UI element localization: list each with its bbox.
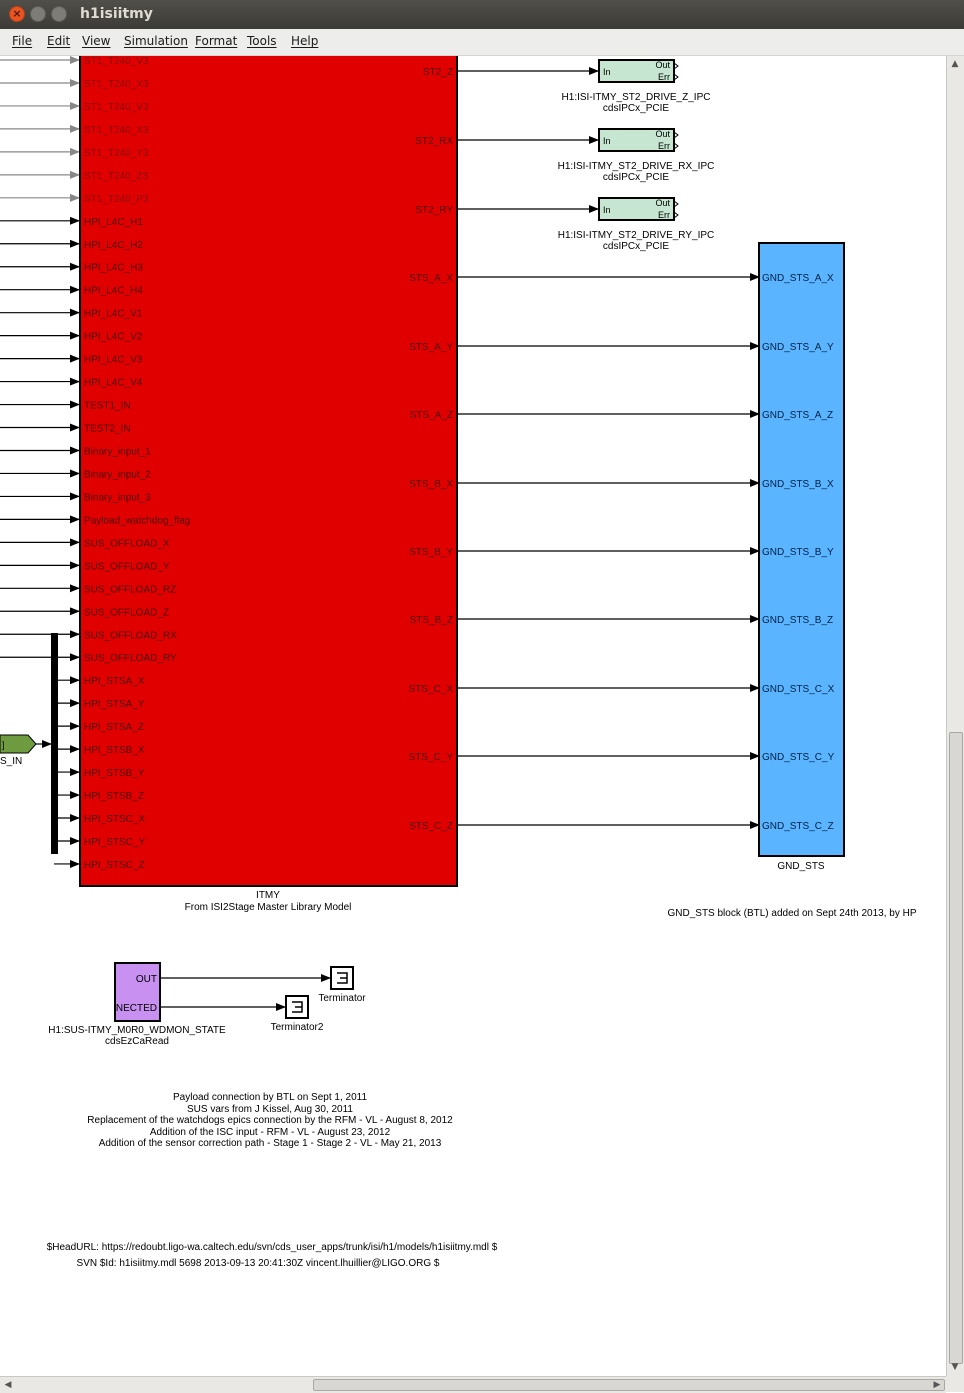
- itmy-input-port-label: HPI_STSC_Z: [84, 859, 145, 871]
- itmy-input-port-label: Binary_input_3: [84, 492, 151, 504]
- itmy-block-subtitle: From ISI2Stage Master Library Model: [184, 902, 352, 913]
- ipc-block-type: cdsIPCx_PCIE: [602, 103, 670, 114]
- ipc-block-name: H1:ISI-ITMY_ST2_DRIVE_RY_IPC: [557, 230, 715, 241]
- itmy-input-port-label: HPI_STSB_X: [84, 745, 145, 757]
- itmy-input-port-label: TEST1_IN: [84, 400, 131, 412]
- scrollbar-corner: [946, 1376, 964, 1392]
- itmy-input-port-label: ST1_T240_X3: [84, 124, 149, 136]
- itmy-output-port-label: ST2_Z: [422, 67, 453, 78]
- model-canvas[interactable]: [0, 56, 964, 1392]
- itmy-input-port-label: Binary_input_1: [84, 446, 151, 458]
- itmy-input-port-label: TEST2_IN: [84, 423, 131, 435]
- ezca-block-name: H1:SUS-ITMY_M0R0_WDMON_STATE: [48, 1025, 226, 1036]
- itmy-input-port-label: SUS_OFFLOAD_Z: [84, 607, 170, 619]
- itmy-input-port-label: Payload_watchdog_flag: [84, 515, 191, 527]
- ipc-block-name: H1:ISI-ITMY_ST2_DRIVE_RX_IPC: [557, 161, 715, 172]
- ipc-out-port-label: Out: [655, 60, 670, 70]
- bus-selector-bar[interactable]: [51, 633, 58, 854]
- itmy-input-port-label: SUS_OFFLOAD_RZ: [84, 584, 177, 596]
- scroll-down-icon[interactable]: ▼: [951, 1362, 959, 1372]
- menu-edit[interactable]: Edit: [47, 34, 71, 48]
- gnd-sts-input-label: GND_STS_C_Z: [762, 821, 834, 832]
- model-history-note: SUS vars from J Kissel, Aug 30, 2011: [186, 1104, 354, 1115]
- maximize-window-button[interactable]: [51, 6, 67, 22]
- window-titlebar: [0, 0, 964, 29]
- scroll-right-icon[interactable]: ▶: [933, 1380, 941, 1390]
- itmy-input-port-label: SUS_OFFLOAD_RY: [84, 653, 177, 665]
- model-history-note: Replacement of the watchdogs epics connection by the RFM - VL - August 8, 2012: [87, 1115, 453, 1126]
- itmy-input-port-label: HPI_L4C_H4: [84, 285, 143, 297]
- itmy-input-port-label: ST1_T240_X3: [84, 78, 149, 90]
- svn-headurl: $HeadURL: https://redoubt.ligo-wa.caltech.edu/svn/cds_user_apps/trunk/isi/h1/models/h1isiitmy.mdl $: [46, 1242, 498, 1253]
- menu-help[interactable]: Help: [291, 34, 319, 48]
- ezca-block-type: cdsEzCaRead: [105, 1036, 169, 1047]
- itmy-output-port-label: STS_C_Y: [408, 752, 453, 763]
- menu-tools[interactable]: Tools: [247, 34, 277, 48]
- itmy-input-port-label: ST1_T240_Y3: [84, 147, 149, 159]
- window-title: h1isiitmy: [80, 6, 153, 22]
- itmy-input-port-label: HPI_L4C_V3: [84, 354, 143, 366]
- menu-file[interactable]: File: [12, 34, 33, 48]
- itmy-input-port-label: HPI_L4C_V4: [84, 377, 143, 389]
- model-history-note: Addition of the ISC input - RFM - VL - August 23, 2012: [149, 1127, 391, 1138]
- ipc-err-port-label: Err: [658, 72, 670, 82]
- ipc-out-port-label: Out: [655, 198, 670, 208]
- itmy-input-port-label: HPI_L4C_V2: [84, 331, 143, 343]
- gnd-sts-input-label: GND_STS_A_X: [762, 273, 834, 284]
- itmy-input-port-label: HPI_STSA_Y: [84, 699, 145, 711]
- itmy-input-port-label: HPI_STSC_X: [84, 814, 146, 826]
- itmy-input-port-label: HPI_STSA_X: [84, 676, 145, 688]
- itmy-output-port-label: STS_A_Y: [409, 342, 453, 353]
- gnd-sts-input-label: GND_STS_A_Y: [762, 342, 834, 353]
- gnd-sts-block-name: GND_STS: [777, 861, 825, 872]
- ipc-block-type: cdsIPCx_PCIE: [602, 172, 670, 183]
- itmy-input-port-label: ST1_T240_P3: [84, 193, 149, 205]
- minimize-window-button[interactable]: [30, 6, 46, 22]
- ipc-out-port-label: Out: [655, 129, 670, 139]
- goto-tag-label: S_IN: [0, 756, 23, 767]
- scroll-up-icon[interactable]: ▲: [951, 59, 959, 69]
- itmy-input-port-label: HPI_STSB_Y: [84, 768, 145, 780]
- menu-format[interactable]: Format: [195, 34, 238, 48]
- itmy-input-port-label: HPI_STSB_Z: [84, 791, 145, 803]
- model-history-note: Addition of the sensor correction path - Stage 1 - Stage 2 - VL - May 21, 2013: [98, 1138, 442, 1149]
- itmy-input-port-label: HPI_L4C_H1: [84, 216, 143, 228]
- gnd-sts-input-label: GND_STS_C_X: [762, 684, 835, 695]
- menubar: [0, 29, 964, 56]
- close-icon: ×: [12, 7, 22, 20]
- itmy-input-port-label: ST1_T240_V3: [84, 56, 149, 67]
- terminator-label: Terminator2: [270, 1022, 324, 1033]
- itmy-input-port-label: SUS_OFFLOAD_X: [84, 538, 170, 550]
- menu-view[interactable]: View: [82, 34, 111, 48]
- gnd-sts-input-label: GND_STS_B_Y: [762, 547, 834, 558]
- itmy-output-port-label: STS_C_Z: [409, 821, 453, 832]
- itmy-block-name: ITMY: [256, 890, 280, 901]
- itmy-input-port-label: HPI_STSA_Z: [84, 722, 145, 734]
- ipc-block-type: cdsIPCx_PCIE: [602, 241, 670, 252]
- itmy-output-port-label: STS_B_X: [409, 479, 453, 490]
- itmy-output-port-label: STS_B_Y: [409, 547, 453, 558]
- horizontal-scroll-thumb[interactable]: [313, 1379, 945, 1391]
- svn-id: SVN $Id: h1isiitmy.mdl 5698 2013-09-13 20:41:30Z vincent.lhuillier@LIGO.ORG $: [76, 1258, 440, 1269]
- goto-tag-text: ]: [2, 740, 5, 750]
- itmy-input-port-label: HPI_L4C_V1: [84, 308, 143, 320]
- vertical-scrollbar[interactable]: [946, 56, 964, 1376]
- itmy-input-port-label: SUS_OFFLOAD_Y: [84, 561, 170, 573]
- scroll-left-icon[interactable]: ◀: [4, 1380, 12, 1390]
- goto-tag-block[interactable]: [0, 735, 36, 753]
- itmy-output-port-label: STS_C_X: [408, 684, 453, 695]
- ipc-err-port-label: Err: [658, 141, 670, 151]
- horizontal-scrollbar[interactable]: [0, 1376, 946, 1393]
- itmy-output-port-label: STS_B_Z: [409, 615, 453, 626]
- ipc-in-port-label: In: [603, 67, 611, 77]
- close-window-button[interactable]: [9, 6, 25, 22]
- ipc-err-port-label: Err: [658, 210, 670, 220]
- gnd-sts-note: GND_STS block (BTL) added on Sept 24th 2013, by HP: [667, 908, 917, 919]
- vertical-scroll-thumb[interactable]: [949, 732, 963, 1364]
- ipc-in-port-label: In: [603, 205, 611, 215]
- gnd-sts-input-label: GND_STS_B_Z: [762, 615, 834, 626]
- gnd-sts-input-label: GND_STS_C_Y: [762, 752, 835, 763]
- itmy-input-port-label: HPI_L4C_H3: [84, 262, 143, 274]
- ipc-in-port-label: In: [603, 136, 611, 146]
- itmy-input-port-label: ST1_T240_V3: [84, 101, 149, 113]
- itmy-output-port-label: STS_A_Z: [409, 410, 453, 421]
- itmy-output-port-label: ST2_RX: [415, 136, 453, 147]
- ezca-out1-label: OUT: [135, 974, 157, 985]
- itmy-input-port-label: SUS_OFFLOAD_RX: [84, 630, 177, 642]
- gnd-sts-input-label: GND_STS_B_X: [762, 479, 834, 490]
- itmy-input-port-label: Binary_input_2: [84, 469, 151, 481]
- menu-simulation[interactable]: Simulation: [124, 34, 188, 48]
- ipc-block-name: H1:ISI-ITMY_ST2_DRIVE_Z_IPC: [561, 92, 711, 103]
- itmy-input-port-label: ST1_T240_Z3: [84, 170, 148, 182]
- itmy-input-port-label: HPI_STSC_Y: [84, 836, 146, 848]
- gnd-sts-input-label: GND_STS_A_Z: [762, 410, 834, 421]
- itmy-output-port-label: STS_A_X: [409, 273, 453, 284]
- itmy-output-port-label: ST2_RY: [415, 205, 453, 216]
- terminator-label: Terminator: [318, 993, 366, 1004]
- itmy-input-port-label: HPI_L4C_H2: [84, 239, 143, 251]
- ezca-out2-label: NECTED: [115, 1003, 157, 1014]
- model-history-note: Payload connection by BTL on Sept 1, 2011: [172, 1092, 368, 1103]
